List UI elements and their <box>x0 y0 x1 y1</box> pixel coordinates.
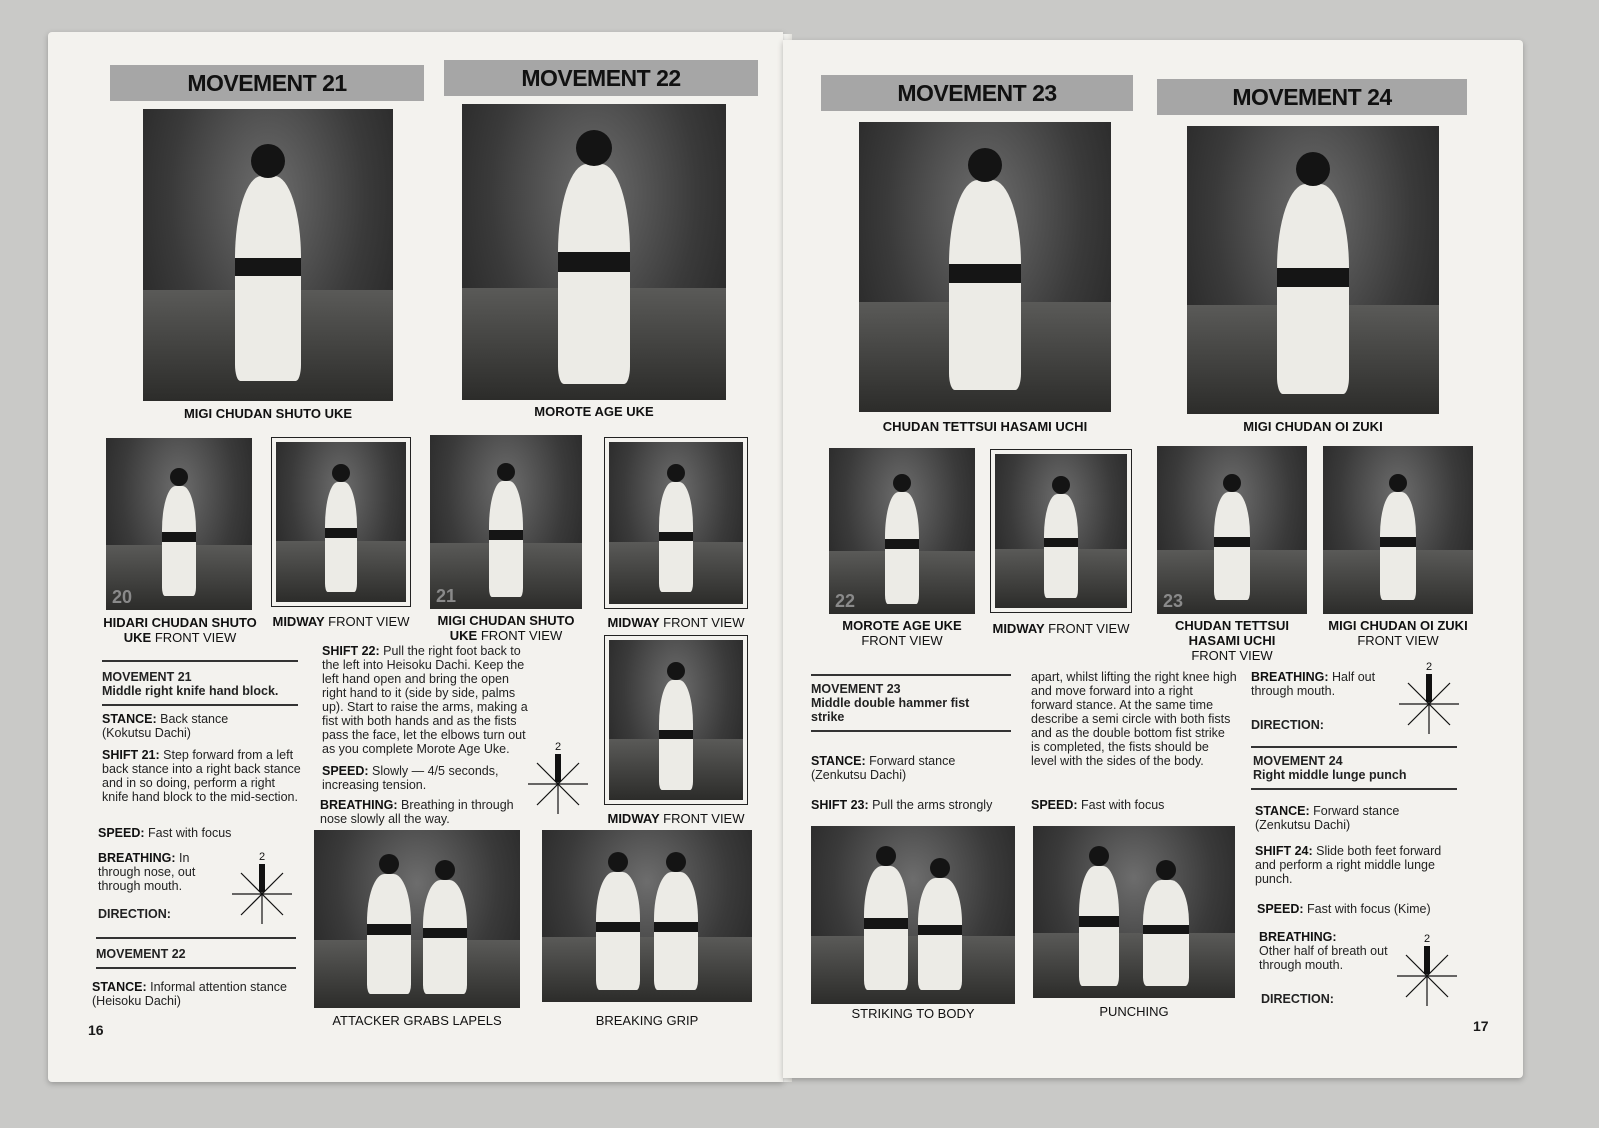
movement-22-stance: STANCE: Informal attention stance (Heisoku Dachi) <box>92 980 288 1008</box>
photo-number: 20 <box>112 587 133 607</box>
photo-striking-to-body <box>811 826 1015 1004</box>
caption-small-midway-1: MIDWAY FRONT VIEW <box>272 614 410 629</box>
caption-movement-22: MOROTE AGE UKE <box>534 404 654 419</box>
caption-punching: PUNCHING <box>1099 1004 1169 1019</box>
movement-22-breathing: BREATHING: Breathing in through nose slowly all the way. <box>320 798 514 826</box>
photo-small-22 <box>829 448 975 614</box>
photo-small-24 <box>1323 446 1473 614</box>
left-page <box>48 32 783 1082</box>
movement-24-breathing: BREATHING: Other half of breath out through mouth. <box>1259 930 1388 972</box>
movement-23-title: MOVEMENT 23 <box>811 682 901 696</box>
caption-attacker-grabs-lapels: ATTACKER GRABS LAPELS <box>332 1013 502 1028</box>
movement-21-stance: STANCE: Back stance (Kokutsu Dachi) <box>102 712 229 740</box>
photo-small-midway-2 <box>609 442 743 604</box>
movement-23-subtitle: Middle double hammer fist strike <box>811 696 970 724</box>
direction-compass-icon <box>1397 660 1461 736</box>
caption-movement-24: MIGI CHUDAN OI ZUKI <box>1243 419 1383 434</box>
direction-compass-icon <box>526 740 590 816</box>
direction-compass-icon <box>1395 932 1459 1008</box>
svg-text:2: 2 <box>1423 933 1431 945</box>
caption-small-20: HIDARI CHUDAN SHUTO UKE FRONT VIEW <box>103 615 257 645</box>
movement-23-stance: STANCE: Forward stance (Zenkutsu Dachi) <box>811 754 956 782</box>
movement-21-speed: SPEED: Fast with focus <box>98 826 232 840</box>
svg-text:2: 2 <box>554 741 562 753</box>
movement-21-subtitle: Middle right knife hand block. <box>102 684 279 698</box>
movement-24-header: MOVEMENT 24 <box>1157 79 1467 115</box>
movement-22-header: MOVEMENT 22 <box>444 60 758 96</box>
movement-22-title: MOVEMENT 22 <box>96 947 186 961</box>
caption-striking-to-body: STRIKING TO BODY <box>851 1006 975 1021</box>
movement-23-shift: SHIFT 23: Pull the arms strongly <box>811 798 993 812</box>
movement-23-breathing: BREATHING: Half out through mouth. <box>1251 670 1376 698</box>
caption-breaking-grip: BREAKING GRIP <box>595 1013 699 1028</box>
movement-21-header: MOVEMENT 21 <box>110 65 424 101</box>
photo-movement-24-back <box>1187 126 1439 414</box>
movement-23-speed: SPEED: Fast with focus <box>1031 798 1165 812</box>
caption-small-24: MIGI CHUDAN OI ZUKI FRONT VIEW <box>1328 618 1468 648</box>
photo-breaking-grip <box>542 830 752 1002</box>
photo-movement-22-back <box>462 104 726 400</box>
photo-small-20 <box>106 438 252 610</box>
caption-small-21: MIGI CHUDAN SHUTO UKE FRONT VIEW <box>437 613 575 643</box>
caption-small-23: CHUDAN TETTSUI HASAMI UCHI FRONT VIEW <box>1174 618 1290 663</box>
photo-small-23 <box>1157 446 1307 614</box>
direction-compass-icon <box>230 850 294 926</box>
movement-21-breathing: BREATHING: In through nose, out through mouth. <box>98 851 196 893</box>
caption-movement-23: CHUDAN TETTSUI HASAMI UCHI <box>882 419 1088 434</box>
photo-small-21 <box>430 435 582 609</box>
movement-24-speed: SPEED: Fast with focus (Kime) <box>1257 902 1431 916</box>
movement-21-direction-label: DIRECTION: <box>98 907 171 921</box>
page-number: 16 <box>88 1022 104 1038</box>
movement-24-stance: STANCE: Forward stance (Zenkutsu Dachi) <box>1255 804 1400 832</box>
photo-number: 22 <box>835 591 856 611</box>
caption-small-midway-3: MIDWAY FRONT VIEW <box>607 811 745 826</box>
movement-23-header: MOVEMENT 23 <box>821 75 1133 111</box>
photo-small-midway-3 <box>609 640 743 800</box>
right-page <box>783 40 1523 1078</box>
movement-21-title: MOVEMENT 21 <box>102 670 192 684</box>
photo-number: 23 <box>1163 591 1184 611</box>
photo-number: 21 <box>436 586 457 606</box>
movement-24-title: MOVEMENT 24 <box>1253 754 1343 768</box>
page-number: 17 <box>1473 1018 1489 1034</box>
svg-text:2: 2 <box>1425 661 1433 673</box>
photo-movement-23-back <box>859 122 1111 412</box>
movement-22-shift: SHIFT 22: Pull the right foot back to the left into Heisoku Dachi. Keep the left hand open and bring the open right hand to it (side by side, palms up). Start to raise the arms, making a fist with both hands and as the fists pass the face, let the elbows turn out as you complete Morote Age Uke. <box>322 644 528 756</box>
photo-punching <box>1033 826 1235 998</box>
movement-21-shift: SHIFT 21: Step forward from a left back stance into a right back stance and in so doing, perform a right knife hand block to the mid-section. <box>102 748 301 804</box>
movement-22-speed: SPEED: Slowly — 4/5 seconds, increasing tension. <box>322 764 499 792</box>
movement-24-shift: SHIFT 24: Slide both feet forward and perform a right middle lunge punch. <box>1255 844 1442 886</box>
movement-23-shift-continued: apart, whilst lifting the right knee high and move forward into a right forward stance. At the same time describe a semi circle with both fists and as the double bottom fist strike is completed, the fists should be level with the sides of the body. <box>1031 670 1237 768</box>
movement-24-direction-label: DIRECTION: <box>1261 992 1334 1006</box>
caption-small-midway-4: MIDWAY FRONT VIEW <box>992 621 1130 636</box>
photo-movement-21-back <box>143 109 393 401</box>
photo-attacker-grabs-lapels <box>314 830 520 1008</box>
movement-24-subtitle: Right middle lunge punch <box>1253 768 1407 782</box>
svg-text:2: 2 <box>258 851 266 863</box>
photo-small-midway-4 <box>995 454 1127 608</box>
movement-23-direction-label: DIRECTION: <box>1251 718 1324 732</box>
photo-small-midway-1 <box>276 442 406 602</box>
caption-small-22: MOROTE AGE UKE FRONT VIEW <box>842 618 962 648</box>
caption-movement-21: MIGI CHUDAN SHUTO UKE <box>183 406 353 421</box>
caption-small-midway-2: MIDWAY FRONT VIEW <box>607 615 745 630</box>
